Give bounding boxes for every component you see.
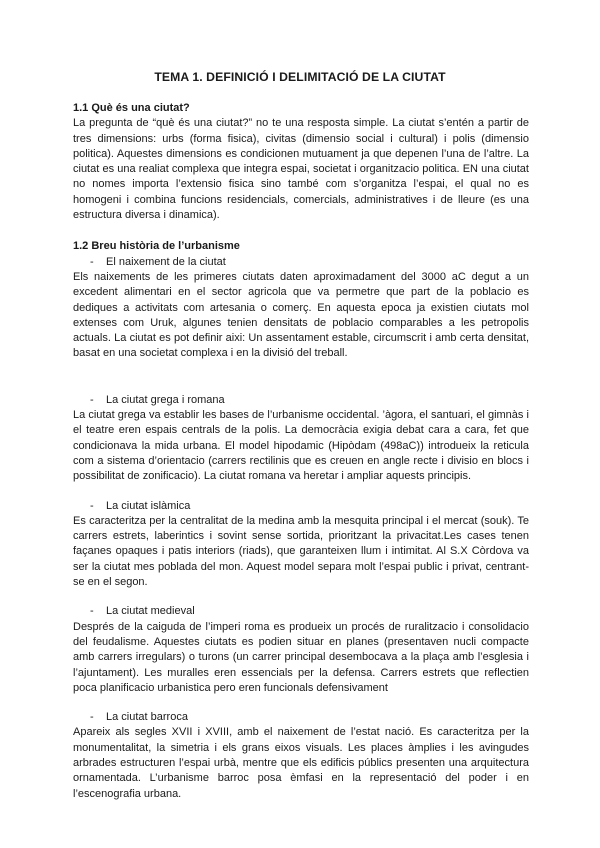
subsection-paragraph: La ciutat grega va establir les bases de l’urbanisme occidental. ’àgora, el santuari, el gimnàs i el teatre eren espais centrals de la polis. La democràcia exigia debat cara a cara, fet que condicionava la mida urbana. El model hipodamic (Hipòdam (498aC)) introdueix la reticula com a sistema d’orientacio (carrers rectilinis que es creuen en angle recte i divisio en blocs i possibilitat de zonificacio). La ciutat romana va heretar i ampliar aquests principis. (73, 409, 529, 483)
list-item (73, 255, 529, 270)
list-item (73, 393, 529, 408)
section-what-is-city (73, 101, 529, 223)
bullet-dash: - (90, 499, 94, 512)
subsection-paragraph: Es caracteritza per la centralitat de la medina amb la mesquita principal i el mercat (souk). Te carrers estrets, laberintics i sovint sense sortida, prioritzant la privacitat.Les cases tenen façanes opaques i patis interiors (riads), que garanteixen llum i intimitat. Al S.X Còrdova va ser la ciutat mes poblada del mon. Aquest model separa molt l’espai public i privat, centrant-se en el segon. (73, 514, 529, 589)
section-heading: 1.1 Què és una ciutat? (73, 102, 190, 114)
subsection-title: La ciutat barroca (106, 711, 188, 724)
subsection-paragraph: Els naixements de les primeres ciutats daten aproximadament del 3000 aC degut a un excedent alimentari en el sector agricola que va permetre que part de la poblacio es dediques a activitats com artesania o comerç. En aquesta epoca ja existien ciutats mol extenses com Uruk, algunes tenien densitats de poblacio comparables a les petropolis actuals. La ciutat es pot definir aixi: Un assentament estable, circumscrit i amb certa densitat, basat en una societat complexa i en la divisió del treball. (73, 270, 529, 360)
bullet-dash: - (90, 711, 94, 724)
subsection-title: La ciutat medieval (106, 605, 195, 618)
page-title: TEMA 1. DEFINICIÓ I DELIMITACIÓ DE LA CIUTAT (154, 70, 446, 84)
subsection-paragraph: Apareix als segles XVII i XVIII, amb el naixement de l’estat nació. Es caracteritza per la monumentalitat, la simetria i els grans eixos visuals. Les places àmplies i les avingudes arbrades estructuren l’espai urbà, mentre que els edificis públics presenten una arquitectura ornamentada. L’urbanisme barroc posa èmfasi en la representació del poder i en l’escenografia urbana. (73, 726, 529, 800)
document-body (73, 101, 529, 802)
subsection-title: La ciutat islàmica (106, 499, 191, 512)
subsection-title: El naixement de la ciutat (106, 255, 226, 268)
subsection-paragraph: Després de la caiguda de l’imperi roma es produeix un procés de ruralitzacio i consolidacio del feudalisme. Aquestes ciutats es podien situar en planes (presentaven nucli compacte amb carrers irregulars) o turons (un carrer principal desembocava a la plaça amb l’esglesia i l’ajuntament). Les muralles eren essencials per la defensa. Carrers estrets que reflectien poca planificacio urbanistica pero eren funcionals defensivament (73, 620, 529, 694)
list-item (73, 499, 529, 514)
section-heading: 1.2 Breu història de l’urbanisme (73, 240, 240, 253)
bullet-dash: - (90, 605, 94, 618)
bullet-dash: - (90, 393, 94, 406)
list-item (73, 710, 529, 725)
bullet-dash: - (90, 255, 94, 268)
section-paragraph: La pregunta de “què és una ciutat?” no te una resposta simple. La ciutat s’entén a partir de tres dimensions: urbs (forma fisica), civitas (dimensio social i cultural) i polis (dimensio politica). Aquestes dimensions es condicionen mutuament ja que depenen l’una de l’altre. La ciutat es una realiat complexa que integra espai, societat i organitzacio politica. EN una ciutat no nomes importa l’extensio fisica sino també com s’organitza l’espai, el qual no es homogeni i combina funcions residencials, comercials, administratives i de lleure (es una estructura diversa i dinamica). (73, 117, 529, 222)
section-urbanism-history (73, 239, 529, 802)
list-item (73, 604, 529, 619)
subsection-title: La ciutat grega i romana (106, 393, 225, 406)
